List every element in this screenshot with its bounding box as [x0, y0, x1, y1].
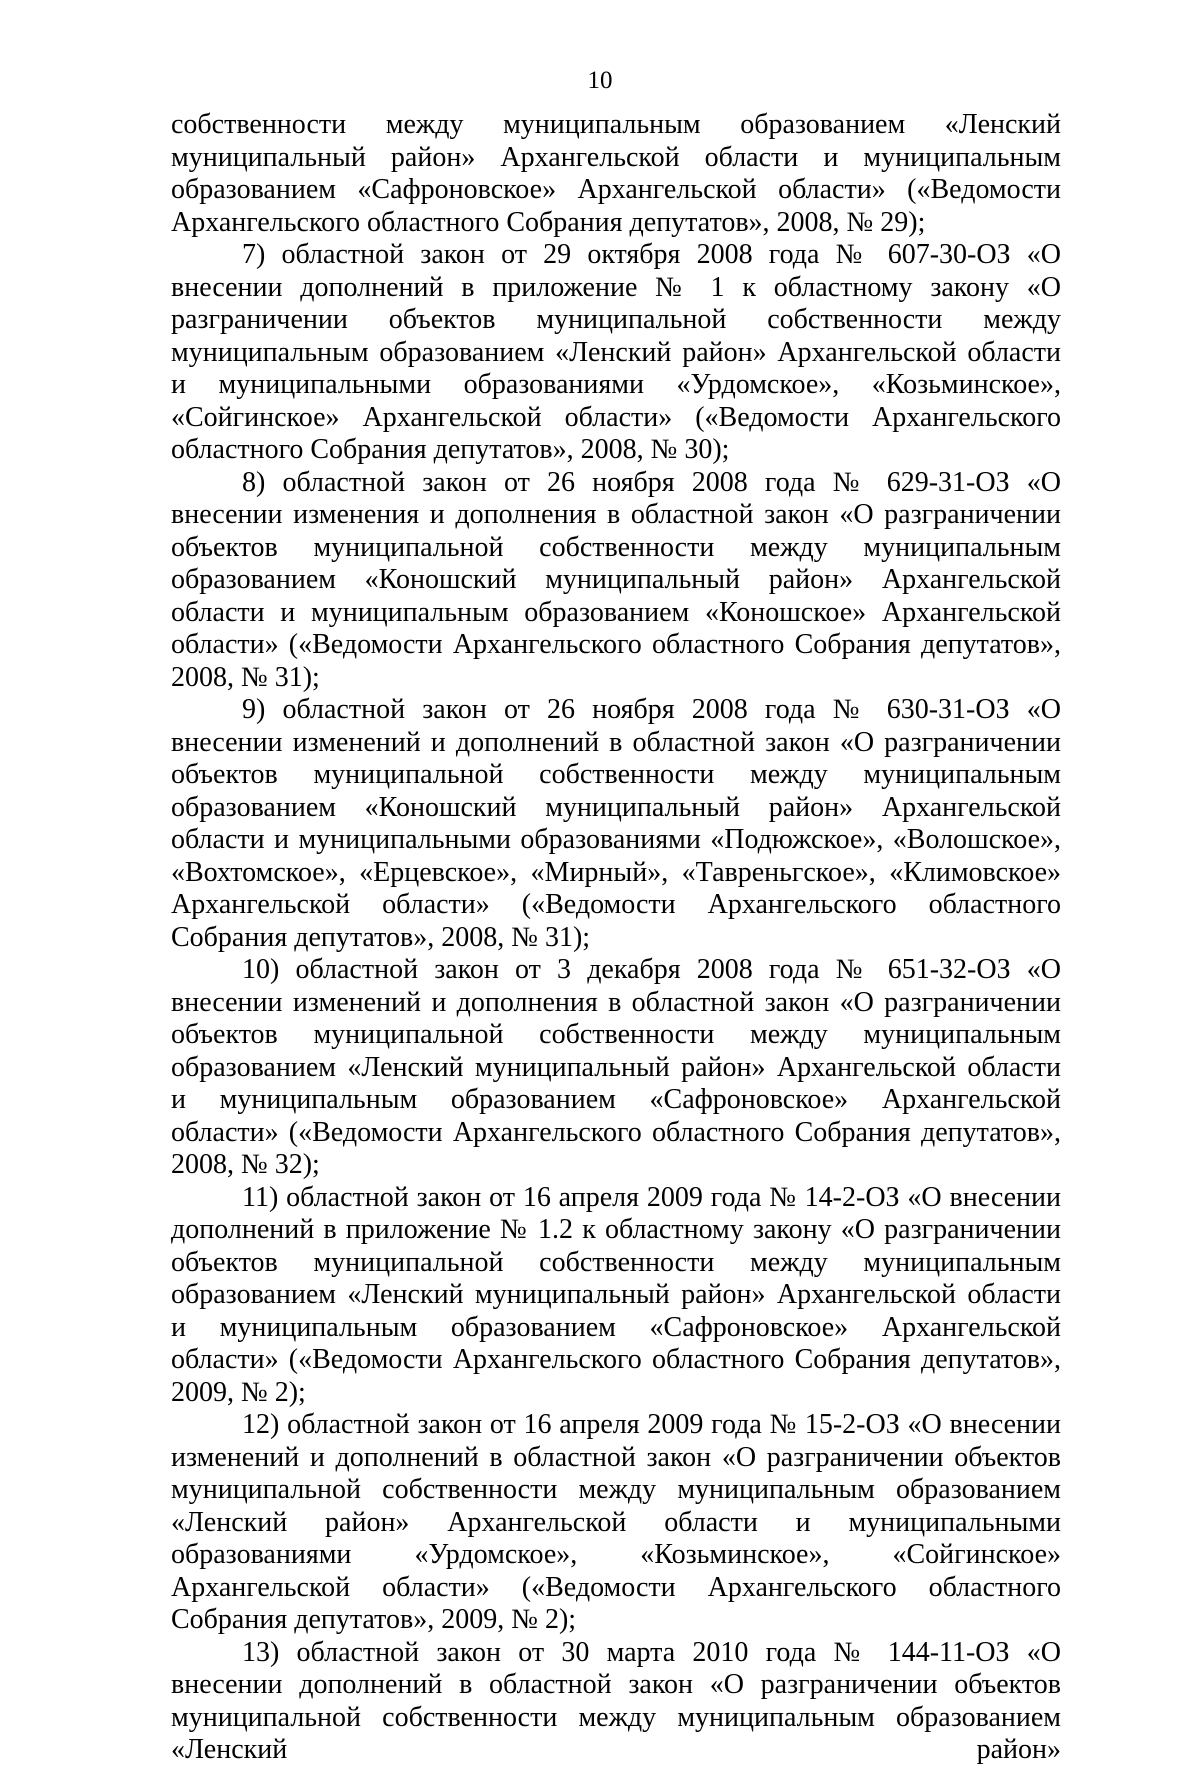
list-item-13: 13) областной закон от 30 марта 2010 года № 144-11-ОЗ «О внесении дополнений в областной закон «О разграничении объектов муниципальной собственности между муниципальным образованием «Ленский район»	[171, 1636, 1061, 1765]
list-item-7: 7) областной закон от 29 октября 2008 года № 607-30-ОЗ «О внесении дополнений в приложение № 1 к областному закону «О разграничении объектов муниципальной собственности между муниципальным образованием «Ленский район» Архангельской области и муниципальными образованиями «Урдомское», «Козьминское», «Сойгинское» Архангельской области» («Ведомости Архангельского областного Собрания депутатов», 2008, № 30);	[171, 239, 1061, 465]
list-item-10: 10) областной закон от 3 декабря 2008 года № 651-32-ОЗ «О внесении изменений и дополнения в областной закон «О разграничении объектов муниципальной собственности между муниципальным образованием «Ленский муниципальный район» Архангельской области и муниципальным образованием «Сафроновское» Архангельской области» («Ведомости Архангельского областного Собрания депутатов», 2008, № 32);	[171, 954, 1061, 1180]
document-body	[171, 109, 1061, 1767]
list-item-8: 8) областной закон от 26 ноября 2008 года № 629-31-ОЗ «О внесении изменения и дополнения в областной закон «О разграничении объектов муниципальной собственности между муниципальным образованием «Коношский муниципальный район» Архангельской области и муниципальным образованием «Коношское» Архангельской области» («Ведомости Архангельского областного Собрания депутатов», 2008, № 31);	[171, 466, 1061, 693]
list-item-9: 9) областной закон от 26 ноября 2008 года № 630-31-ОЗ «О внесении изменений и дополнений в областной закон «О разграничении объектов муниципальной собственности между муниципальным образованием «Коношский муниципальный район» Архангельской области и муниципальными образованиями «Подюжское», «Волошское», «Вохтомское», «Ерцевское», «Мирный», «Тавреньгское», «Климовское» Архангельской области» («Ведомости Архангельского областного Собрания депутатов», 2008, № 31);	[171, 694, 1061, 953]
paragraph-continuation: собственности между муниципальным образованием «Ленский муниципальный район» Архангельской области и муниципальным образованием «Сафроновское» Архангельской области» («Ведомости Архангельского областного Собрания депутатов», 2008, № 29);	[171, 109, 1061, 238]
page-number: 10	[587, 67, 613, 94]
list-item-12: 12) областной закон от 16 апреля 2009 года № 15-2-ОЗ «О внесении изменений и дополнений в областной закон «О разграничении объектов муниципальной собственности между муниципальным образованием «Ленский район» Архангельской области и муниципальными образованиями «Урдомское», «Козьминское», «Сойгинское» Архангельской области» («Ведомости Архангельского областного Собрания депутатов», 2009, № 2);	[171, 1409, 1061, 1635]
list-item-11: 11) областной закон от 16 апреля 2009 года № 14-2-ОЗ «О внесении дополнений в приложение № 1.2 к областному закону «О разграничении объектов муниципальной собственности между муниципальным образованием «Ленский муниципальный район» Архангельской области и муниципальным образованием «Сафроновское» Архангельской области» («Ведомости Архангельского областного Собрания депутатов», 2009, № 2);	[171, 1181, 1061, 1408]
